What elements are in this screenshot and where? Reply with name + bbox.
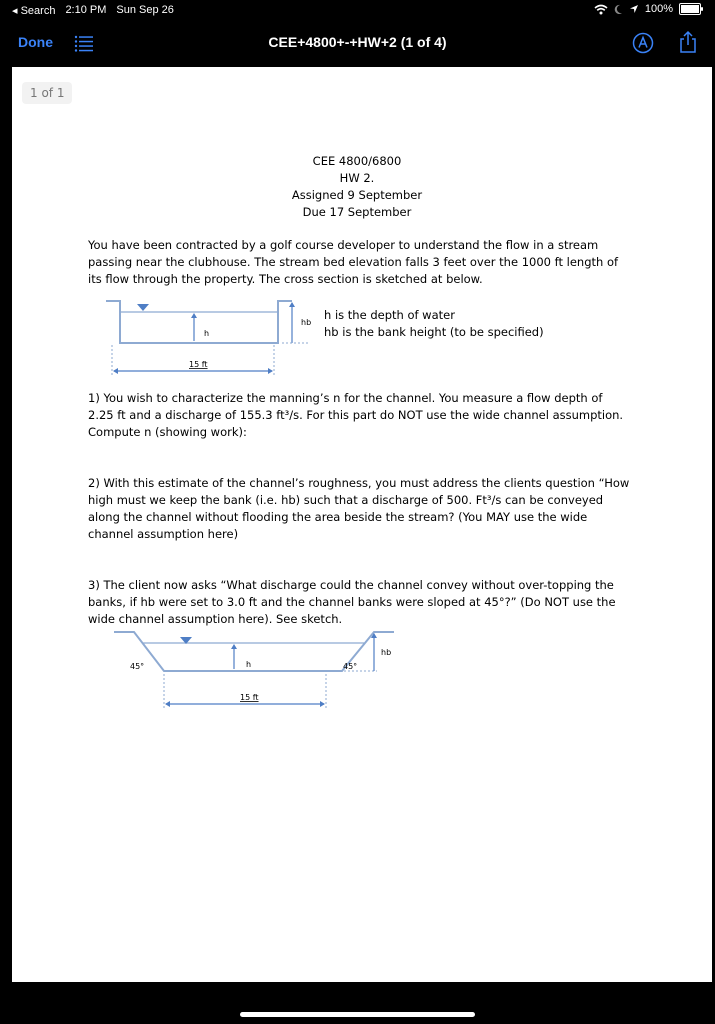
markup-pen-icon[interactable]	[632, 32, 654, 54]
question-2: 2) With this estimate of the channel’s roughness, you must address the clients question “How high must we keep the bank (i.e. hb) such that a discharge of 500. Ft³/s can be conveyed along the channel without flooding the area beside the stream? (You MAY use the wide channel assumption here)	[88, 476, 630, 541]
location-icon	[629, 4, 639, 14]
depth-label: h	[246, 660, 252, 669]
battery-percentage: 100%	[644, 3, 673, 15]
document-title: CEE+4800+-+HW+2 (1 of 4)	[268, 34, 447, 50]
depth-label: h	[204, 329, 210, 338]
page-indicator: 1 of 1	[22, 82, 72, 104]
pdf-page[interactable]	[12, 67, 712, 982]
wifi-icon	[594, 4, 608, 15]
status-time: 2:10 PM	[65, 4, 107, 16]
assigned-date: Assigned 9 September	[291, 188, 423, 202]
battery-icon	[679, 3, 701, 15]
question-3: 3) The client now asks “What discharge could the channel convey without over-topping the banks, if hb were set to 3.0 ft and the channel banks were sloped at 45°?” (Do NOT use the wide channel assumption here). See sketch.	[88, 578, 616, 626]
left-bank-angle: 45°	[130, 662, 145, 671]
channel-width-label: 15 ft	[240, 693, 259, 702]
channel-width-label: 15 ft	[189, 360, 208, 369]
bank-height-label: hb	[381, 648, 392, 657]
channel-outline	[106, 301, 292, 343]
status-bar	[0, 0, 715, 22]
legend-depth: h is the depth of water	[324, 308, 455, 322]
do-not-disturb-icon	[614, 4, 623, 15]
trapezoidal-channel-diagram	[112, 629, 402, 714]
course-number: CEE 4800/6800	[312, 154, 402, 168]
legend-bank-height: hb is the bank height (to be specified)	[324, 325, 544, 339]
document-header	[12, 153, 702, 221]
homework-number: HW 2.	[339, 171, 375, 185]
back-to-app-link[interactable]: ◂ Search	[12, 5, 56, 17]
due-date: Due 17 September	[302, 205, 412, 219]
rectangular-channel-diagram	[102, 295, 322, 380]
outline-list-icon[interactable]	[74, 34, 94, 54]
water-surface-marker-icon	[137, 304, 149, 311]
right-bank-angle: 45°	[343, 662, 358, 671]
share-icon[interactable]	[677, 30, 699, 54]
done-button[interactable]: Done	[18, 34, 53, 50]
status-date: Sun Sep 26	[116, 4, 174, 16]
battery-fill	[681, 5, 699, 13]
intro-paragraph: You have been contracted by a golf course developer to understand the flow in a stream passing near the clubhouse. The stream bed elevation falls 3 feet over the 1000 ft length of its flow through the property. The cross section is sketched at below.	[88, 238, 619, 286]
bank-height-label: hb	[301, 318, 312, 327]
navigation-bar	[0, 22, 715, 66]
question-1: 1) You wish to characterize the manning’s n for the channel. You measure a flow depth of 2.25 ft and a discharge of 155.3 ft³/s. For this part do NOT use the wide channel assumption. Compute n (showing work):	[88, 391, 624, 439]
home-indicator[interactable]	[240, 1012, 475, 1017]
